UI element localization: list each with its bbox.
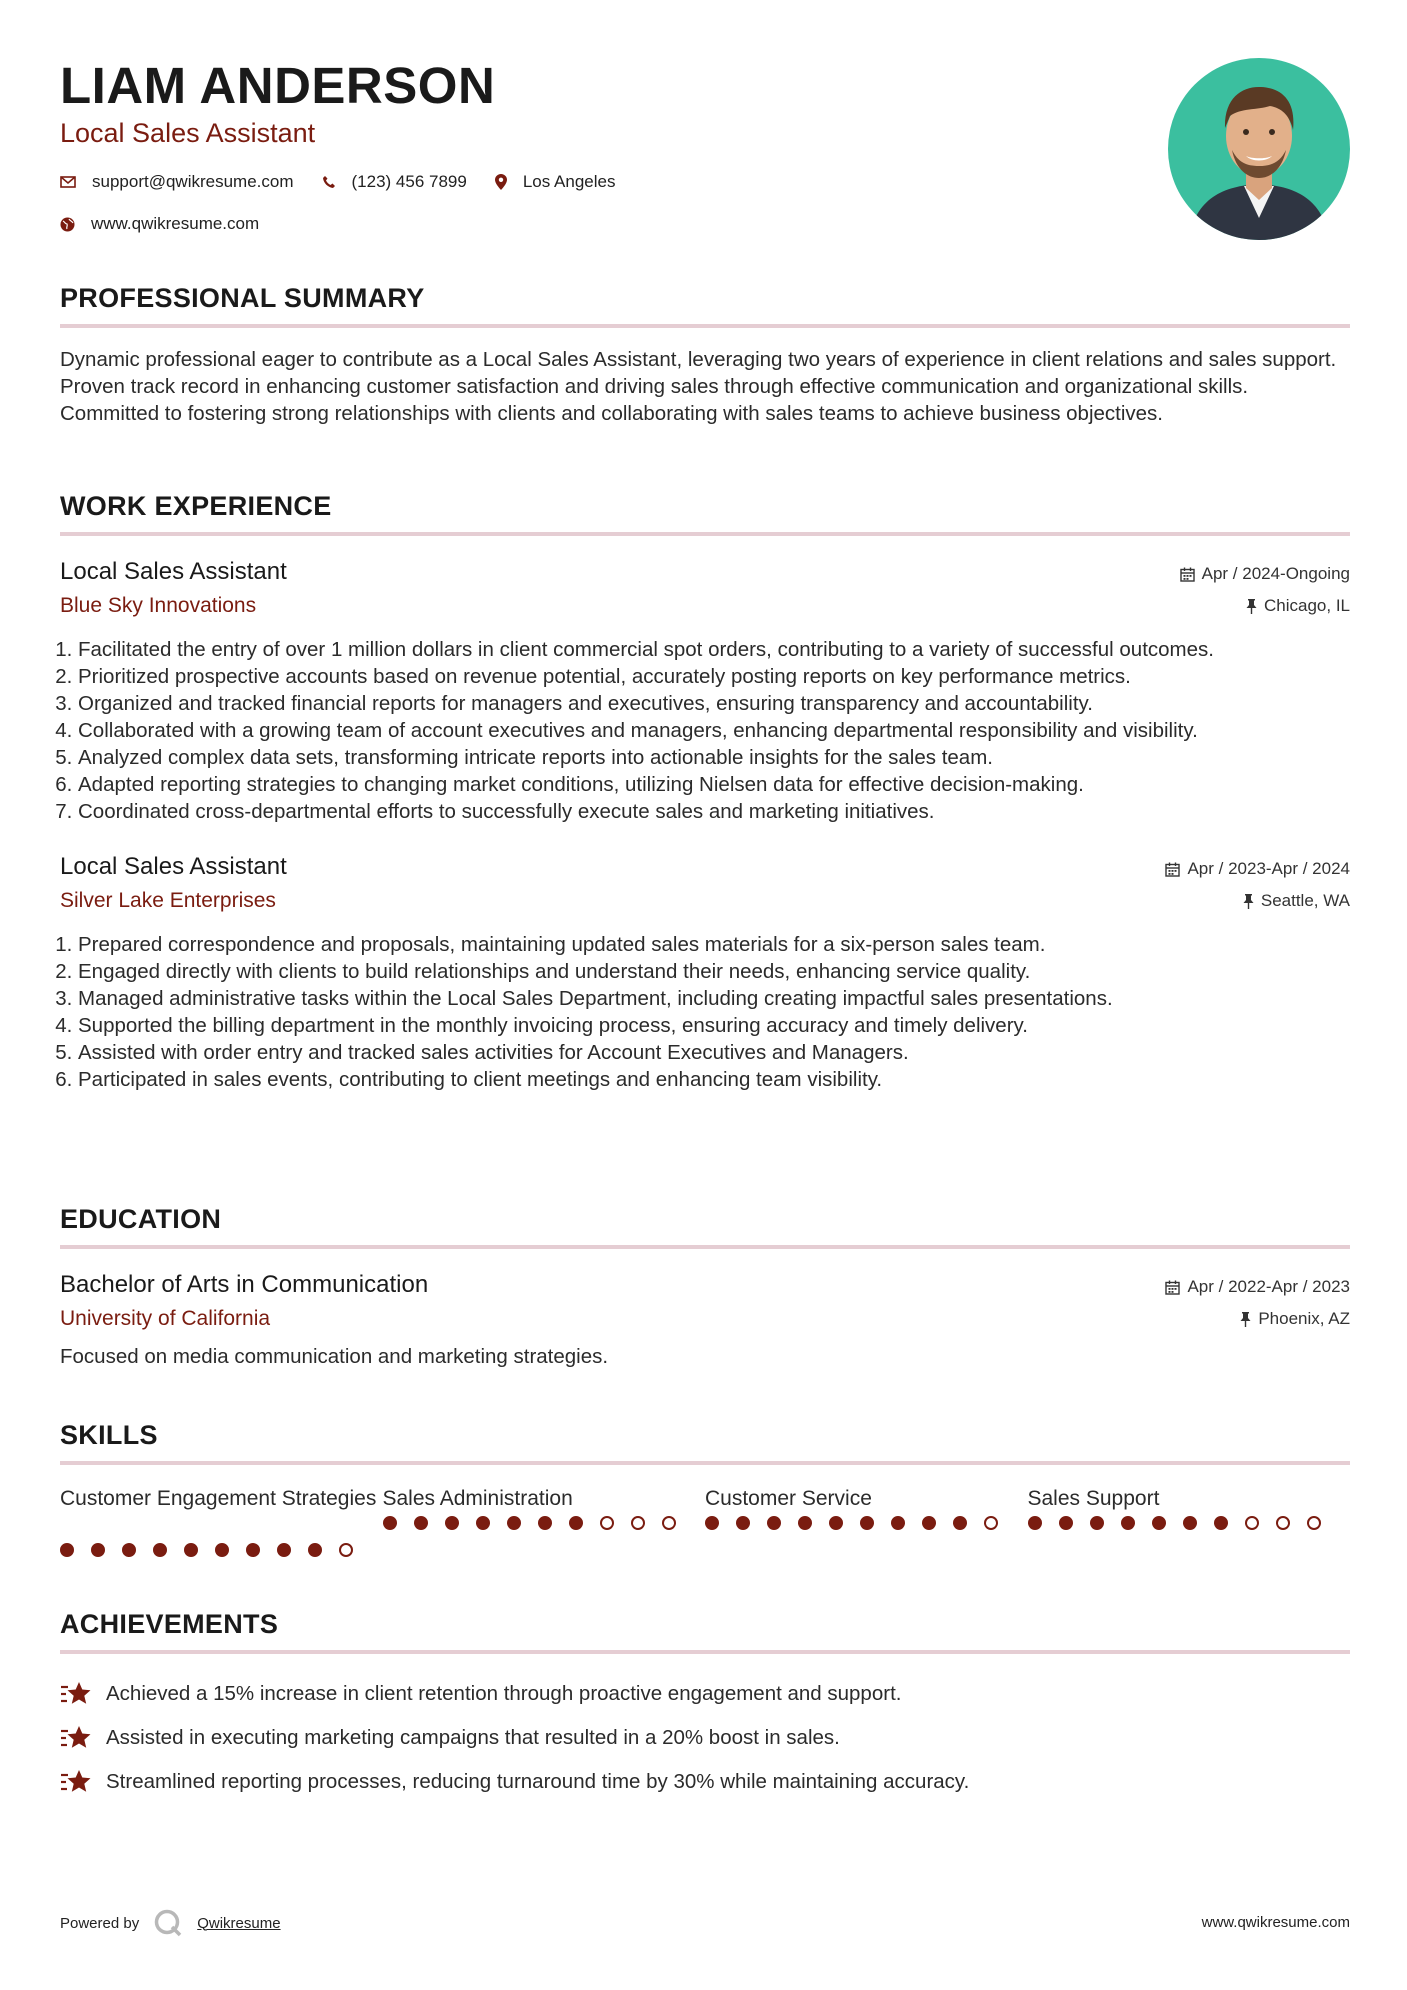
school-name: University of California <box>60 1307 271 1330</box>
achievement-text: Assisted in executing marketing campaigns that resulted in a 20% boost in sales. <box>106 1726 840 1749</box>
list-item: 3. Managed administrative tasks within the Local Sales Department, including creating impactful sales presentations. <box>78 985 1350 1012</box>
job-header <box>60 853 1350 919</box>
job-title: Local Sales Assistant <box>60 558 287 585</box>
rating-dot-filled <box>1152 1516 1166 1530</box>
education-location <box>1240 1309 1350 1329</box>
rating-dot-empty <box>1245 1516 1259 1530</box>
map-pin-icon <box>495 174 507 190</box>
rating-dot-empty <box>984 1516 998 1530</box>
calendar-icon <box>1165 1280 1180 1295</box>
list-item: 1. Prepared correspondence and proposals, maintaining updated sales materials for a six-person sales team. <box>78 931 1350 958</box>
list-item: 7. Coordinated cross-departmental efforts to successfully execute sales and marketing initiatives. <box>78 798 1350 825</box>
job-date <box>1165 859 1350 879</box>
skills-grid <box>60 1485 1350 1557</box>
skill-name: Sales Support <box>1027 1487 1160 1510</box>
rating-dot-empty <box>1276 1516 1290 1530</box>
qwikresume-logo-icon <box>153 1908 183 1938</box>
rating-dot-filled <box>798 1516 812 1530</box>
star-award-icon <box>60 1769 92 1795</box>
job-location-text: Seattle, WA <box>1260 891 1350 910</box>
list-item: 5. Assisted with order entry and tracked sales activities for Account Executives and Managers. <box>78 1039 1350 1066</box>
rating-dot-filled <box>569 1516 583 1530</box>
rating-dot-filled <box>445 1516 459 1530</box>
job-header <box>60 558 1350 624</box>
list-item: 6. Participated in sales events, contributing to client meetings and enhancing team visibility. <box>78 1066 1350 1093</box>
rating-dot-filled <box>736 1516 750 1530</box>
job-location-text: Chicago, IL <box>1264 596 1350 615</box>
rating-dot-filled <box>215 1543 229 1557</box>
skill-item <box>705 1485 1028 1557</box>
achievement-text: Streamlined reporting processes, reducing turnaround time by 30% while maintaining accuracy. <box>106 1770 970 1793</box>
rating-dot-filled <box>476 1516 490 1530</box>
job-entry <box>60 558 1350 825</box>
summary-text: Dynamic professional eager to contribute as a Local Sales Assistant, leveraging two years of experience in client relations and sales support. Proven track record in enhancing customer satisfaction and driving sales through effective communication and organizational skills. Committed to fostering strong relationships with clients and collaborating with sales teams to achieve business objectives. <box>60 348 1337 425</box>
rating-dot-filled <box>383 1516 397 1530</box>
list-item: 2. Engaged directly with clients to build relationships and understand their needs, enhancing service quality. <box>78 958 1350 985</box>
skill-item <box>383 1485 706 1557</box>
envelope-icon <box>60 176 76 188</box>
list-item: 4. Supported the billing department in the monthly invoicing process, ensuring accuracy and timely delivery. <box>78 1012 1350 1039</box>
candidate-title: Local Sales Assistant <box>60 118 316 148</box>
job-location <box>1243 891 1350 911</box>
rating-dot-empty <box>339 1543 353 1557</box>
pushpin-icon <box>1243 894 1254 909</box>
rating-dot-empty <box>631 1516 645 1530</box>
achievements-heading: ACHIEVEMENTS <box>60 1609 1350 1654</box>
education-location-text: Phoenix, AZ <box>1258 1309 1350 1328</box>
pushpin-icon <box>1240 1312 1251 1327</box>
job-bullets <box>60 931 1350 1093</box>
rating-dot-filled <box>538 1516 552 1530</box>
rating-dot-filled <box>277 1543 291 1557</box>
summary-section <box>60 283 1350 427</box>
job-date-text: Apr / 2024-Ongoing <box>1201 564 1350 583</box>
resume-page <box>60 0 1350 1990</box>
rating-dot-empty <box>1307 1516 1321 1530</box>
pushpin-icon <box>1246 599 1257 614</box>
degree-title: Bachelor of Arts in Communication <box>60 1271 429 1298</box>
list-item: 3. Organized and tracked financial reports for managers and executives, ensuring transparency and accountability. <box>78 690 1350 717</box>
qwikresume-link[interactable]: Qwikresume <box>197 1914 281 1932</box>
phone-icon <box>322 175 336 189</box>
rating-dot-filled <box>767 1516 781 1530</box>
job-bullets <box>60 636 1350 825</box>
skills-heading: SKILLS <box>60 1420 1350 1465</box>
achievements-list <box>60 1672 1350 1804</box>
rating-dot-filled <box>414 1516 428 1530</box>
job-date-text: Apr / 2023-Apr / 2024 <box>1187 859 1350 878</box>
experience-section <box>60 491 1350 1093</box>
website-text: www.qwikresume.com <box>91 214 260 233</box>
rating-dot-filled <box>829 1516 843 1530</box>
footer-url: www.qwikresume.com <box>1201 1914 1350 1931</box>
achievements-section <box>60 1609 1350 1804</box>
rating-dot-filled <box>91 1543 105 1557</box>
powered-by-label: Powered by <box>60 1914 140 1932</box>
job-entry <box>60 853 1350 1093</box>
contact-row-1 <box>60 172 643 192</box>
email-text: support@qwikresume.com <box>92 172 294 191</box>
skill-rating <box>383 1516 706 1530</box>
rating-dot-filled <box>1214 1516 1228 1530</box>
list-item: 1. Facilitated the entry of over 1 million dollars in client commercial spot orders, contributing to a variety of successful outcomes. <box>78 636 1350 663</box>
list-item: 4. Collaborated with a growing team of account executives and managers, enhancing departmental responsibility and visibility. <box>78 717 1350 744</box>
rating-dot-filled <box>1028 1516 1042 1530</box>
job-location <box>1246 596 1350 616</box>
list-item: 5. Analyzed complex data sets, transforming intricate reports into actionable insights for the sales team. <box>78 744 1350 771</box>
skill-item <box>60 1485 383 1557</box>
globe-icon <box>60 217 75 232</box>
location-text: Los Angeles <box>522 172 616 191</box>
rating-dot-filled <box>122 1543 136 1557</box>
calendar-icon <box>1165 862 1180 877</box>
education-description: Focused on media communication and marketing strategies. <box>60 1345 609 1368</box>
rating-dot-filled <box>184 1543 198 1557</box>
phone-text: (123) 456 7899 <box>351 172 467 191</box>
rating-dot-filled <box>705 1516 719 1530</box>
rating-dot-filled <box>953 1516 967 1530</box>
calendar-icon <box>1180 567 1195 582</box>
skills-section <box>60 1420 1350 1557</box>
skill-name: Customer Engagement Strategies <box>60 1487 377 1510</box>
contact-website <box>60 214 259 234</box>
contact-location <box>495 172 616 192</box>
skill-name: Customer Service <box>705 1487 872 1510</box>
rating-dot-filled <box>308 1543 322 1557</box>
skill-name: Sales Administration <box>382 1487 573 1510</box>
job-date <box>1180 564 1350 584</box>
skill-rating <box>1028 1516 1351 1530</box>
summary-heading: PROFESSIONAL SUMMARY <box>60 283 1350 328</box>
job-company: Blue Sky Innovations <box>60 594 257 617</box>
powered-by <box>60 1908 281 1938</box>
star-award-icon <box>60 1725 92 1751</box>
experience-heading: WORK EXPERIENCE <box>60 491 1350 536</box>
education-date-text: Apr / 2022-Apr / 2023 <box>1187 1277 1350 1296</box>
contact-email <box>60 172 294 192</box>
skill-rating <box>705 1516 1028 1530</box>
contact-row-2 <box>60 214 287 234</box>
list-item: 2. Prioritized prospective accounts based on revenue potential, accurately posting reports on key performance metrics. <box>78 663 1350 690</box>
job-company: Silver Lake Enterprises <box>60 889 276 912</box>
skill-rating <box>60 1543 383 1557</box>
candidate-name: LIAM ANDERSON <box>60 57 496 114</box>
rating-dot-empty <box>600 1516 614 1530</box>
list-item <box>60 1672 1350 1716</box>
rating-dot-filled <box>60 1543 74 1557</box>
list-item: 6. Adapted reporting strategies to changing market conditions, utilizing Nielsen data for effective decision-making. <box>78 771 1350 798</box>
rating-dot-empty <box>662 1516 676 1530</box>
star-award-icon <box>60 1681 92 1707</box>
education-header <box>60 1271 1350 1337</box>
education-date <box>1165 1277 1350 1297</box>
list-item <box>60 1716 1350 1760</box>
education-section <box>60 1204 1350 1369</box>
job-title: Local Sales Assistant <box>60 853 287 880</box>
rating-dot-filled <box>1121 1516 1135 1530</box>
rating-dot-filled <box>1059 1516 1073 1530</box>
rating-dot-filled <box>246 1543 260 1557</box>
contact-phone <box>322 172 467 192</box>
rating-dot-filled <box>1090 1516 1104 1530</box>
rating-dot-filled <box>507 1516 521 1530</box>
skill-item <box>1028 1485 1351 1557</box>
rating-dot-filled <box>891 1516 905 1530</box>
achievement-text: Achieved a 15% increase in client retention through proactive engagement and support. <box>106 1682 902 1705</box>
education-entry <box>60 1271 1350 1369</box>
list-item <box>60 1760 1350 1804</box>
education-heading: EDUCATION <box>60 1204 1350 1249</box>
rating-dot-filled <box>1183 1516 1197 1530</box>
avatar-portrait <box>1168 58 1350 240</box>
rating-dot-filled <box>922 1516 936 1530</box>
rating-dot-filled <box>153 1543 167 1557</box>
profile-photo <box>1168 58 1350 240</box>
rating-dot-filled <box>860 1516 874 1530</box>
